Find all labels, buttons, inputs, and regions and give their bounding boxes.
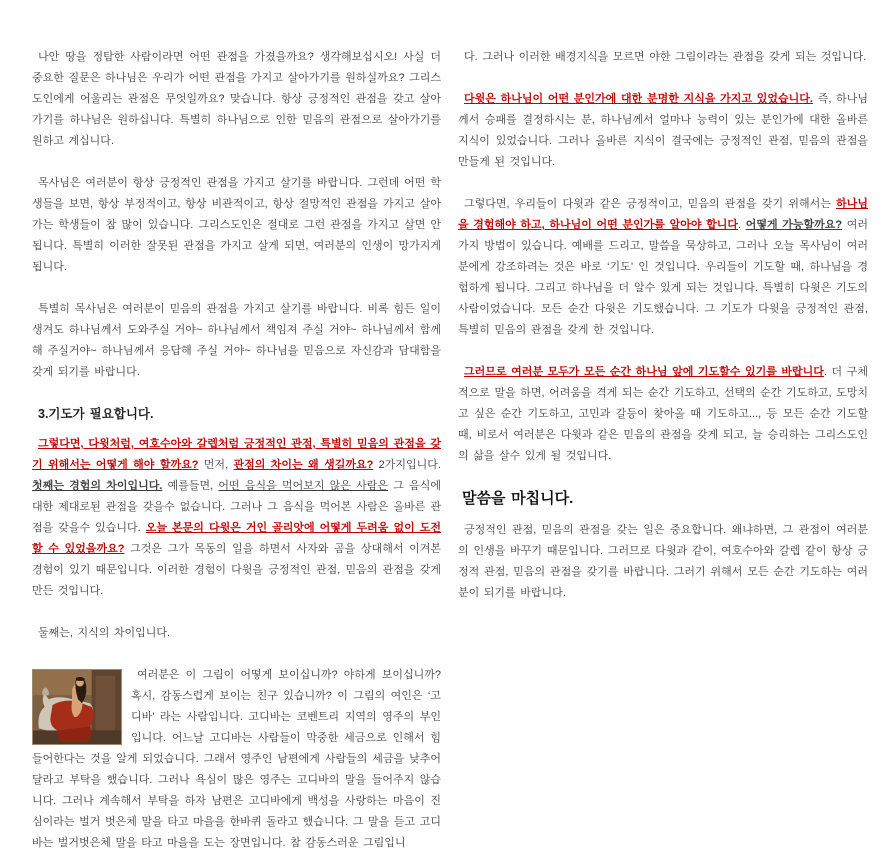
text-segment: 하나님을 경험해야 하고, 하나님이 어떤 분인가를 알아야 합니다 (458, 198, 868, 231)
lady-godiva-painting (32, 669, 122, 745)
text-segment: 오늘 본문의 다윗은 거인 골리앗에 어떻게 두려움 없이 도전할 수 있었을까요? (32, 522, 441, 555)
paragraph (458, 47, 868, 68)
text-segment: 첫째는 경험의 차이입니다. (32, 480, 163, 492)
text-segment: 여러 가지 방법이 있습니다. 예배를 드리고, 말씀을 묵상하고, 그러나 오늘 목사님이 여러분에게 강조하려는 것은 바로 ‘기도’ 인 것입니다. 우리들이 기도할 때, 하나님을 경험하게 됩니다. 그리고 하나님을 더 알수 있게 되는 것입니다. 특별히 다윗은 기도의 사람이었습니다. 모든 순간 다윗은 기도했습니다. 그 기도가 다윗을 긍정적인 관점, 특별히 믿음의 관점을 갖게 한 것입니다. (458, 219, 868, 336)
text-segment: . (737, 219, 746, 231)
text-segment: 관점의 차이는 왜 생길까요? (233, 459, 374, 471)
text-segment: 그렇다면, 다윗처럼, 여호수아와 갈렙처럼 긍정적인 관점, 특별히 믿음의 관점을 갖기 위해서는 어떻게 해야 할까요? (32, 438, 441, 471)
paragraph (32, 47, 441, 152)
paragraph (458, 362, 868, 467)
text-segment: 특별히 목사님은 여러분이 믿음의 관점을 가지고 살기를 바랍니다. 비록 힘든 일이 생겨도 하나님께서 도와주실 거야~ 하나님께서 책임져 주실 거야~ 하나님께서 함께해 주실거야~ 하나님께서 응답해 주실 거야~ 하나님을 믿음으로 자신감과 담대함을 갖게 되기를 바랍니다. (32, 303, 441, 378)
paragraph (458, 194, 868, 341)
text-segment: 그러므로 여러분 모두가 모든 순간 하나님 앞에 기도할수 있기를 바랍니다 (464, 366, 824, 378)
text-segment: 먼저, (198, 459, 234, 471)
text-segment: 다윗은 하나님이 어떤 분인가에 대한 분명한 지식을 가지고 있었습니다. (464, 93, 813, 105)
image-paragraph (32, 665, 441, 854)
text-segment: 그 음식에 대한 제대로된 관점을 갖을수 없습니다. 그러나 그 음식을 먹어본 사람은 올바른 관점을 갖을수 있습니다. (32, 480, 441, 534)
paragraph (458, 520, 868, 604)
text-segment: . 더 구체적으로 말을 하면, 어려움을 격게 되는 순간 기도하고, 선택의 순간 기도하고, 도망치고 싶은 순간 기도하고, 고민과 갈등이 찾아올 때 기도하고..., 등 모든 순간 기도할 때, 비로서 여러분은 다윗과 같은 믿음의 관점을 갖게 되고, 늘 승리하는 그리스도인의 삶을 살수 있게 될 것입니다. (458, 366, 868, 462)
paragraph (32, 434, 441, 602)
section-heading: 3.기도가 필요합니다. (38, 407, 154, 421)
text-segment: 어떻게 가능할까요? (745, 219, 843, 231)
text-segment: 목사님은 여러분이 항상 긍정적인 관점을 가지고 살기를 바랍니다. 그런데 어떤 학생들을 보면, 항상 부정적이고, 항상 비관적이고, 항상 절망적인 관점을 가지고 살아가는 학생들이 참 많이 있습니다. 그리스도인은 절대로 그런 관점을 가지고 살면 안됩니다. 특별히 이러한 잘못된 관점을 가지고 살게 되면, 여러분의 인생이 망가지게 됩니다. (32, 177, 441, 273)
paragraph (458, 89, 868, 173)
paragraph (32, 623, 441, 644)
section-heading: 말씀을 마칩니다. (462, 490, 574, 507)
text-segment: 둘째는, 지식의 차이입니다. (38, 627, 171, 639)
paragraph (32, 173, 441, 278)
text-segment: 여러분은 이 그림이 어떻게 보이십니까? 야하게 보이십니까? 혹시, 감동스럽게 보이는 친구 있습니까? 이 그림의 여인은 ‘고디바’ 라는 사람입니다. 고디바는 코벤트리 지역의 영주의 부인입니다. 어느날 고디바는 사람들이 막중한 세금으로 인해서 힘들어한다는 것을 알게 되었습니다. 그래서 영주인 남편에게 사람들의 세금을 낮추어 달라고 부탁을 했습니다. 그러나 욕심이 많은 영주는 고디바의 말을 들어주지 않습니다. 그러나 계속해서 부탁을 하자 남편은 고디바에게 백성을 사랑하는 마음이 진심이라는 벌거 벗은체 말을 타고 마을을 한바퀴 돌라고 했습니다. 그 말을 듣고 고디바는 벌거벗은체 말을 타고 마을을 도는 장면입니다. 참 감동스러운 그림입니 (32, 669, 441, 849)
text-segment: 2가지입니다. (373, 459, 441, 471)
text-segment: 그것은 그가 목동의 일을 하면서 사자와 곰을 상대해서 이겨본 경험이 있기 때문입니다. 이러한 경험이 다윗을 긍정적인 관점, 믿음의 관점을 갖게 만든 것입니다. (32, 543, 441, 597)
text-segment: 그렇다면, 우리들이 다윗과 같은 긍정적이고, 믿음의 관점을 갖기 위해서는 (464, 198, 837, 210)
text-segment: 어떤 음식을 먹어보지 않은 사람은 (218, 480, 389, 492)
text-segment: 다. 그러나 이러한 배경지식을 모르면 야한 그림이라는 관점을 갖게 되는 것입니다. (464, 51, 867, 63)
text-segment: 긍정적인 관점, 믿음의 관점을 갖는 일은 중요합니다. 왜냐하면, 그 관점이 여러분의 인생을 바꾸기 때문입니다. 그러므로 다윗과 같이, 여호수아와 갈렙 같이 항상 긍정적 관점, 믿음의 관점을 갖기를 바랍니다. 그러기 위해서 모든 순간 기도하는 여러분이 되기를 바랍니다. (458, 524, 868, 599)
paragraph (32, 299, 441, 383)
text-segment: 예를들면, (162, 480, 219, 492)
text-segment: 즉, 하나님께서 승패를 결정하시는 분, 하나님께서 얼마나 능력이 있는 분인가에 대한 올바른 지식이 있었습니다. 그러나 올바른 지식이 결국에는 긍정적인 관점, 믿음의 관점을 만들게 된 것입니다. (458, 93, 868, 168)
left-column (32, 47, 441, 849)
text-segment: 나안 땅을 정탐한 사람이라면 어떤 관점을 가졌을까요? 생각해보십시오! 사실 더 중요한 질문은 하나님은 우리가 어떤 관점을 가지고 살아가기를 원하실까요? 그리스도인에게 어울리는 관점은 무엇일까요? 맞습니다. 항상 긍정적인 관점을 갖고 살아가기를 하나님은 원하십니다. 특별히 하나님으로 인한 믿음의 관점으로 살아가기를 원하고 계십니다. (32, 51, 441, 147)
right-column (458, 47, 868, 622)
